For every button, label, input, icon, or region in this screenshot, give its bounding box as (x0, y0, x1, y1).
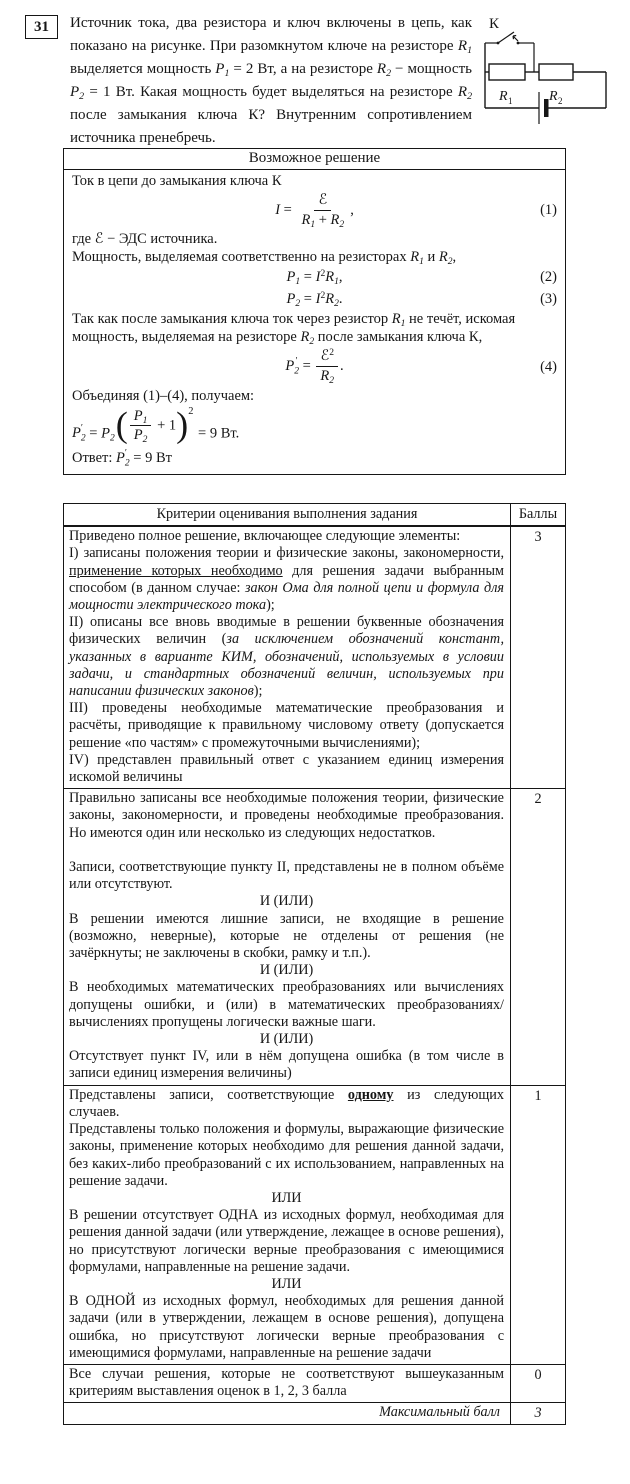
paragraph: ИЛИ (271, 1275, 302, 1292)
solution-body (64, 170, 565, 474)
paragraph: II) описаны все вновь вводимые в решении буквенные обозначения физических величин (за исключением обозначений констант, указанных в варианте КИМ, обозначений, используемых в условии задачи, и стандартных обозначений величин, используемых при написании физических законов); (69, 614, 504, 700)
resistor-r1-box (489, 64, 525, 80)
criteria-score: 0 (534, 1366, 542, 1383)
solution-table (63, 148, 566, 475)
paragraph: ИЛИ (271, 1189, 302, 1206)
paragraph: В решении имеются лишние записи, не входящие в решение (возможно, неверные), которые не отделены от решения (не зачёркнуты; не заключены в скобки, рамку и т.п.). (69, 910, 504, 962)
criteria-table (63, 503, 566, 1425)
equation-number: (3) (540, 291, 557, 308)
solution-text-line: Мощность, выделяемая соответственно на резисторах R1 и R2, (72, 249, 457, 268)
criteria-text (64, 1365, 511, 1402)
criteria-header-row (64, 504, 565, 526)
max-score-value: 3 (534, 1405, 542, 1422)
paragraph: Представлены записи, соответствующие одному из следующих случаев. (69, 1086, 504, 1120)
criteria-score: 2 (534, 791, 542, 808)
switch-label: К (489, 16, 500, 32)
solution-text-line: Так как после замыкания ключа ток через резистор R1 не течёт, искомая мощность, выделяемая на резисторе R2 после замыкания ключа К, (72, 311, 516, 348)
switch-blade (498, 32, 514, 43)
paragraph: Приведено полное решение, включающее следующие элементы: (69, 528, 461, 545)
paragraph: Представлены только положения и формулы, выражающие физические законы, применение которых необходимо для решения данной задачи, без каких-либо преобразований с их использованием, направленных на решение задачи. (69, 1121, 504, 1189)
solution-equation-left: P ′ 2 = P2 ( $\frac{P1}{P2}$ + 1 ) 2 = 9 Вт. (72, 404, 240, 446)
equation-number: (2) (540, 269, 557, 286)
paragraph: Правильно записаны все необходимые положения теории, физические законы, закономерности, и проведены необходимые преобразования. Но имеются один или несколько из следующих недостатков. (69, 790, 504, 841)
resistor-r2-label-sub: 2 (558, 96, 563, 106)
problem-block (0, 12, 630, 150)
max-score-label (64, 1403, 511, 1423)
solution-text-line: Ток в цепи до замыкания ключа К (72, 173, 282, 189)
paragraph: В решении отсутствует ОДНА из исходных формул, необходимая для решения данной задачи (или утверждение, лежащее в основе решения), но присутствуют логически верные преобразования с имеющимися формулами, направленные на решение задачи. (69, 1207, 504, 1275)
equation-number: (1) (540, 202, 557, 219)
paragraph: В ОДНОЙ из исходных формул, необходимых для решения данной задачи (или в утверждении, лежащем в основе решения), допущена ошибка, но присутствуют логически верные преобразования с имеющимися формулами, направленные на решение задачи (69, 1293, 504, 1361)
paragraph (69, 842, 504, 859)
criteria-text (64, 527, 511, 788)
criteria-row-score-1 (64, 1085, 565, 1364)
criteria-row-score-3 (64, 526, 565, 788)
paragraph: III) проведены необходимые математические преобразования и расчёты, приводящие к правильному числовому ответу (допускается решение «по частям» с промежуточными вычислениями); (69, 700, 504, 751)
paragraph: IV) представлен правильный ответ с указанием единиц измерения искомой величины (69, 751, 504, 786)
solution-equation: P ′ 2 = $\frac{ℰ^2}{R2}$ . (4) (285, 347, 557, 386)
switch-arrow-icon (513, 36, 518, 42)
criteria-row-score-2 (64, 788, 565, 1084)
criteria-header-title: Критерии оценивания выполнения задания (64, 504, 511, 525)
criteria-row-score-0 (64, 1364, 565, 1402)
paragraph: I) записаны положения теории и физические законы, закономерности, применение которых необходимо для решения задачи выбранным способом (в данном случае: закон Ома для полной цепи и формула для мощности электрического тока); (69, 545, 504, 614)
solution-text-line: Объединяя (1)–(4), получаем: (72, 387, 255, 404)
criteria-text (64, 1086, 511, 1364)
solution-equation: $P1 = I^2R1$, (2) (286, 268, 557, 288)
criteria-text (64, 789, 511, 1084)
criteria-score: 1 (534, 1087, 542, 1104)
resistor-r2-label: R (549, 89, 558, 104)
equation-number: (4) (540, 358, 557, 375)
paragraph: И (ИЛИ) (259, 962, 314, 979)
circuit-diagram (478, 10, 628, 136)
solution-equation: I = $\frac{\text{ℰ}}{R1 + R2}$ , (1) (275, 192, 557, 230)
paragraph: Все случаи решения, которые не соответствуют вышеуказанным критериям выставления оценок в 1, 2, 3 балла (69, 1365, 504, 1400)
solution-header: Возможное решение (64, 149, 565, 170)
criteria-score: 3 (534, 529, 542, 546)
solution-equation: $P2 = I^2R2$. (3) (286, 290, 557, 310)
paragraph: И (ИЛИ) (259, 1031, 314, 1048)
task-number-box: 31 (25, 15, 58, 39)
resistor-r1-label: R (499, 89, 508, 104)
solution-equation-left: Ответ: P ′ 2 = 9 Вт (72, 447, 172, 469)
paragraph: Максимальный балл (379, 1404, 500, 1421)
resistor-r2-box (539, 64, 573, 80)
criteria-header-score: Баллы (518, 506, 558, 522)
resistor-r1-label-sub: 1 (508, 96, 513, 106)
paragraph: В необходимых математических преобразованиях или вычислениях допущены ошибки, и (или) в математических преобразованиях/вычислениях пропущены логически важные шаги. (69, 979, 504, 1030)
paragraph: И (ИЛИ) (259, 893, 314, 910)
problem-text: Источник тока, два резистора и ключ включены в цепь, как показано на рисунке. При разомкнутом ключе на резисторе R1 выделяется мощность P1 = 2 Вт, а на резисторе R2 − мощность P2 = 1 Вт. Какая мощность будет выделяться на резисторе R2 после замыкания ключа К? Внутренним сопротивлением источника пренебречь. (70, 15, 472, 146)
battery-short-plate (544, 99, 549, 117)
paragraph: Записи, соответствующие пункту II, представлены не в полном объёме или отсутствуют. (69, 859, 504, 893)
solution-text-line: где ℰ − ЭДС источника. (72, 231, 218, 248)
paragraph: Отсутствует пункт IV, или в нём допущена ошибка (в том числе в записи единиц измерения величины) (69, 1048, 504, 1082)
criteria-row-max-score (64, 1402, 565, 1423)
